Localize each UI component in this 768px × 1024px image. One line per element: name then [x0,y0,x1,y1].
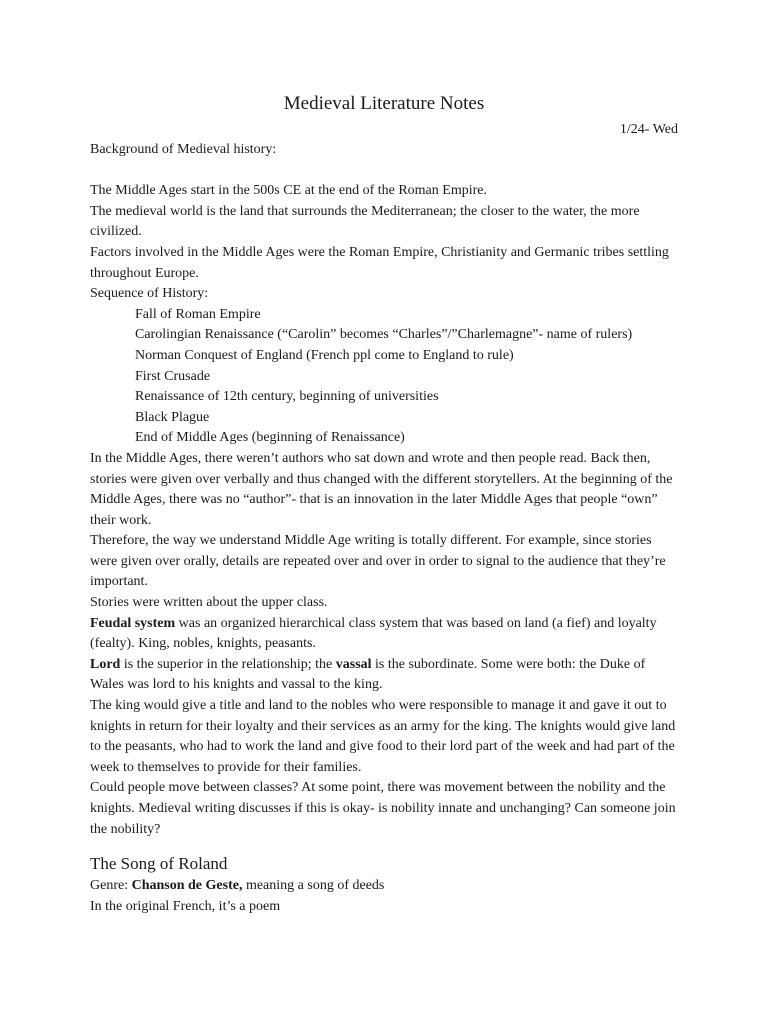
paragraph: The king would give a title and land to the nobles who were responsible to manage it and gave it out to knights in return for their loyalty and their services as an army for the king. The knights would give land to the peasants, who had to work the land and give food to their lord part of the week and had part of the week to themselves to provide for their families. [90,698,676,775]
intro-heading: Background of Medieval history: [90,142,277,157]
genre-line [90,876,682,897]
sequence-item: Norman Conquest of England (French ppl come to England to rule) [135,347,514,363]
paragraph: The Middle Ages start in the 500s CE at the end of the Roman Empire. [90,183,487,199]
sequence-item: Carolingian Renaissance (“Carolin” becomes “Charles”/”Charlemagne”- name of rulers) [135,327,633,343]
paragraph: In the original French, it’s a poem [90,898,281,914]
blank-line [90,161,682,182]
document-body [90,140,682,917]
document-title: Medieval Literature Notes [283,93,485,114]
paragraph: Factors involved in the Middle Ages were the Roman Empire, Christianity and Germanic tribes settling throughout Europe. [90,244,669,281]
sequence-item: Fall of Roman Empire [135,306,261,322]
lord-mid-text: is the superior in the relationship; the [120,656,336,672]
lord-text: is the subordinate. Some were both: the Duke of Wales was lord to his knights and vassal to the king. [90,656,646,693]
paragraph: Could people move between classes? At some point, there was movement between the nobility and the knights. Medieval writing discusses if this is okay- is nobility innate and unchanging? Can someone join the nobility? [90,780,676,837]
document-date: 1/24- Wed [619,122,678,137]
sequence-item: End of Middle Ages (beginning of Renaissance) [135,430,405,446]
genre-term: Chanson de Geste, [131,878,243,894]
sequence-heading: Sequence of History: [90,286,209,302]
genre-label: Genre: [90,878,132,894]
paragraph: The medieval world is the land that surrounds the Mediterranean; the closer to the water, the more civilized. [90,203,640,240]
paragraph: In the Middle Ages, there weren’t authors who sat down and wrote and then people read. Back then, stories were given over verbally and thus changed with the different storytellers. At the beginning of the Middle Ages, there was no “author”- that is an innovation in the later Middle Ages that people “own” their work. [90,450,673,528]
paragraph: Stories were written about the upper class. [90,595,328,611]
sequence-item: Black Plague [135,409,210,425]
lord-paragraph [90,655,682,696]
paragraph: Therefore, the way we understand Middle Age writing is totally different. For example, since stories were given over orally, details are repeated over and over in order to signal to the audience that they’re important. [90,533,666,590]
sequence-item: Renaissance of 12th century, beginning of universities [135,389,439,405]
section-heading: The Song of Roland [90,854,228,874]
lord-term: Lord [90,656,121,672]
vassal-term: vassal [335,656,372,672]
sequence-item: First Crusade [135,368,211,384]
genre-text: meaning a song of deeds [242,878,385,894]
feudal-term: Feudal system [90,615,176,631]
feudal-text: was an organized hierarchical class system that was based on land (a fief) and loyalty (fealty). King, nobles, knights, peasants. [90,615,657,652]
feudal-paragraph [90,614,682,655]
